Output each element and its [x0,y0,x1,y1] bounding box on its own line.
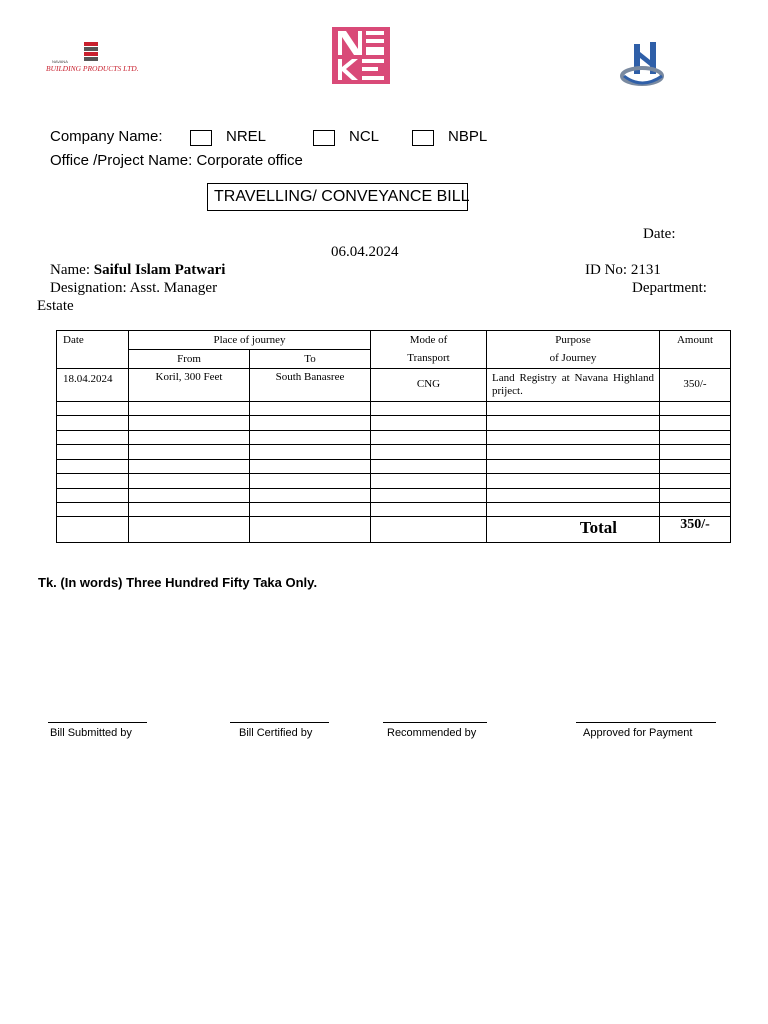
ncl-checkbox[interactable] [313,130,335,146]
nbpl-checkbox[interactable] [412,130,434,146]
department-value: Estate [37,298,74,314]
row-amount: 350/- [660,369,731,402]
table-row [57,431,731,445]
row-from: Koril, 300 Feet [129,369,250,402]
table-row [57,416,731,431]
table-row [57,402,731,416]
header-mode [371,331,487,369]
nbpl-option-label: NBPL [448,128,488,145]
designation-line [50,280,217,297]
row-mode: CNG [371,369,487,402]
designation-label: Designation: [50,280,127,296]
signature-line-submitted [48,722,147,723]
signature-line-approved [576,722,716,723]
table-row [57,445,731,460]
header-to: To [250,350,371,369]
logo-company-text: NAVANA [52,59,68,64]
nrel-checkbox[interactable] [190,130,212,146]
date-value: 06.04.2024 [331,244,399,260]
logo-name-text: BUILDING PRODUCTS LTD. [46,64,139,73]
company-name-label: Company Name: [50,128,163,145]
row-purpose: Land Registry at Navana Highland priject. [487,369,660,402]
signature-line-certified [230,722,329,723]
nre-logo [332,27,390,84]
designation-value: Asst. Manager [129,280,218,296]
signature-line-recommended [383,722,487,723]
employee-name-line [50,262,225,279]
office-label: Office /Project Name: [50,152,193,169]
id-value: 2131 [630,262,661,278]
office-project-line [50,152,303,169]
table-row [57,489,731,503]
row-to: South Banasree [250,369,371,402]
nrel-option-label: NREL [226,128,267,145]
total-row [57,517,731,543]
bill-title: TRAVELLING/ CONVEYANCE BILL [214,188,470,205]
header-amount: Amount [660,331,731,369]
amount-in-words: Tk. (In words) Three Hundred Fifty Taka Only. [38,575,318,590]
header-date: Date [57,331,129,369]
employee-name: Saiful Islam Patwari [93,262,226,278]
header-mode-line2: Transport [407,352,450,364]
table-row [57,503,731,517]
total-value: 350/- [660,517,731,543]
recommended-by-label: Recommended by [387,727,477,739]
bill-submitted-by-label: Bill Submitted by [50,727,132,739]
bill-certified-by-label: Bill Certified by [239,727,313,739]
name-label: Name: [50,262,90,278]
approved-for-payment-label: Approved for Payment [583,727,693,739]
office-value: Corporate office [196,152,303,169]
right-company-logo [620,40,668,90]
header-purpose-line1: Purpose [555,334,591,346]
table-row [57,369,731,402]
row-date: 18.04.2024 [57,369,129,402]
conveyance-table [56,330,731,543]
table-row [57,460,731,474]
navana-building-products-logo [44,40,144,80]
ncl-option-label: NCL [349,128,380,145]
id-label: ID No: [585,262,628,278]
tower-icon [620,40,668,90]
header-purpose [487,331,660,369]
header-mode-line1: Mode of [409,334,448,346]
total-label: Total [487,517,660,543]
date-label: Date: [643,226,676,242]
bill-title-box [207,183,468,211]
header-purpose-line2: of Journey [549,352,597,364]
table-row [57,474,731,489]
header-place: Place of journey [129,331,371,350]
id-line [585,262,661,279]
department-label: Department: [632,280,707,296]
header-from: From [129,350,250,369]
